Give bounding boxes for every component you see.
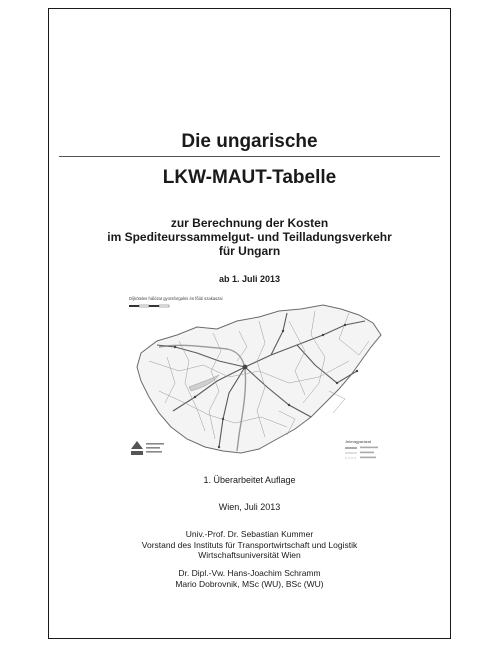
place-and-date: Wien, Juli 2013	[218, 502, 281, 512]
subtitle	[49, 216, 450, 258]
authority-logo	[131, 441, 164, 455]
affiliation-line: Wirtschaftsuniversität Wien	[198, 550, 301, 560]
map-caption: Díjköteles hálózat gyorsforgalmi és főúti szakaszai	[129, 296, 223, 301]
map-scale-bar	[129, 305, 169, 307]
map-graphic	[119, 291, 389, 468]
valid-from-date: ab 1. Juli 2013	[218, 274, 281, 284]
author-line: Dr. Dipl.-Vw. Hans-Joachim Schramm	[178, 568, 321, 578]
hungary-road-map	[119, 291, 389, 468]
subtitle-line-3: für Ungarn	[218, 244, 281, 258]
affiliation-line: Vorstand des Instituts für Transportwirtschaft und Logistik	[141, 539, 358, 550]
subtitle-line-1: zur Berechnung der Kosten	[170, 216, 329, 230]
document-page	[48, 8, 451, 639]
authors-block-2	[49, 568, 450, 589]
legend-title: Jelmagyarázat	[345, 439, 372, 444]
title-line-1: Die ungarische	[181, 131, 318, 152]
edition-line: 1. Überarbeitet Auflage	[203, 475, 296, 485]
authors-block-1	[49, 529, 450, 561]
title-divider	[59, 156, 440, 157]
map-legend	[345, 439, 378, 458]
author-line: Univ.-Prof. Dr. Sebastian Kummer	[185, 529, 314, 539]
author-line: Mario Dobrovnik, MSc (WU), BSc (WU)	[175, 578, 324, 589]
subtitle-line-2: im Spediteurssammelgut- und Teilladungsverkehr	[107, 230, 392, 244]
title-line-2: LKW-MAUT-Tabelle	[162, 167, 337, 188]
